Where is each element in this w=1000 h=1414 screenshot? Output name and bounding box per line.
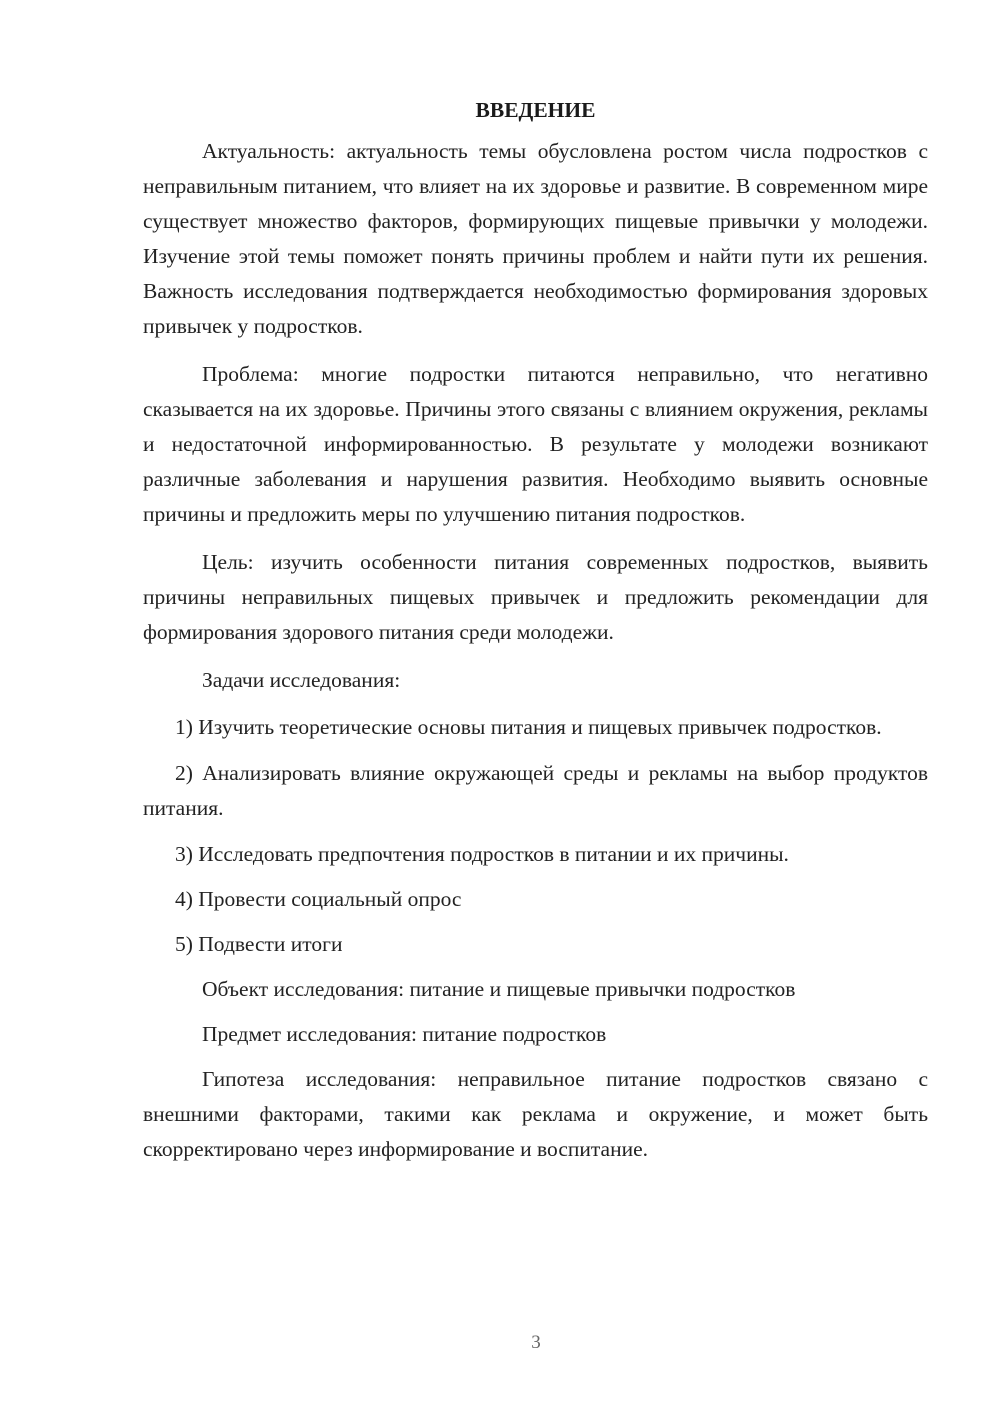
hypothesis-paragraph: Гипотеза исследования: неправильное питание подростков связано с внешними факторами, такими как реклама и окружение, и может быть скорректировано через информирование и воспитание. [143, 1067, 928, 1161]
task-item: 4) Провести социальный опрос [175, 887, 462, 911]
task-item: 5) Подвести итоги [175, 932, 343, 956]
section-title: ВВЕДЕНИЕ [475, 98, 596, 122]
relevance-paragraph: Актуальность: актуальность темы обусловлена ростом числа подростков с неправильным питанием, что влияет на их здоровье и развитие. В современном мире существует множество факторов, формирующих пищевые привычки у молодежи. Изучение этой темы поможет понять причины проблем и найти пути их решения. Важность исследования подтверждается необходимостью формирования здоровых привычек у подростков. [143, 139, 928, 338]
task-item: 2) Анализировать влияние окружающей среды и рекламы на выбор продуктов питания. [143, 761, 928, 820]
problem-paragraph: Проблема: многие подростки питаются неправильно, что негативно сказывается на их здоровье. Причины этого связаны с влиянием окружения, рекламы и недостаточной информированностью. В результате у молодежи возникают различные заболевания и нарушения развития. Необходимо выявить основные причины и предложить меры по улучшению питания подростков. [143, 362, 928, 526]
tasks-heading: Задачи исследования: [202, 668, 401, 692]
subject-line: Предмет исследования: питание подростков [202, 1022, 607, 1046]
task-item: 1) Изучить теоретические основы питания и пищевых привычек подростков. [175, 715, 882, 739]
document-page [143, 92, 928, 1180]
page-number: 3 [531, 1332, 541, 1353]
task-item: 3) Исследовать предпочтения подростков в питании и их причины. [175, 842, 789, 866]
goal-paragraph: Цель: изучить особенности питания современных подростков, выявить причины неправильных пищевых привычек и предложить рекомендации для формирования здорового питания среди молодежи. [143, 550, 928, 644]
object-line: Объект исследования: питание и пищевые привычки подростков [202, 977, 796, 1001]
